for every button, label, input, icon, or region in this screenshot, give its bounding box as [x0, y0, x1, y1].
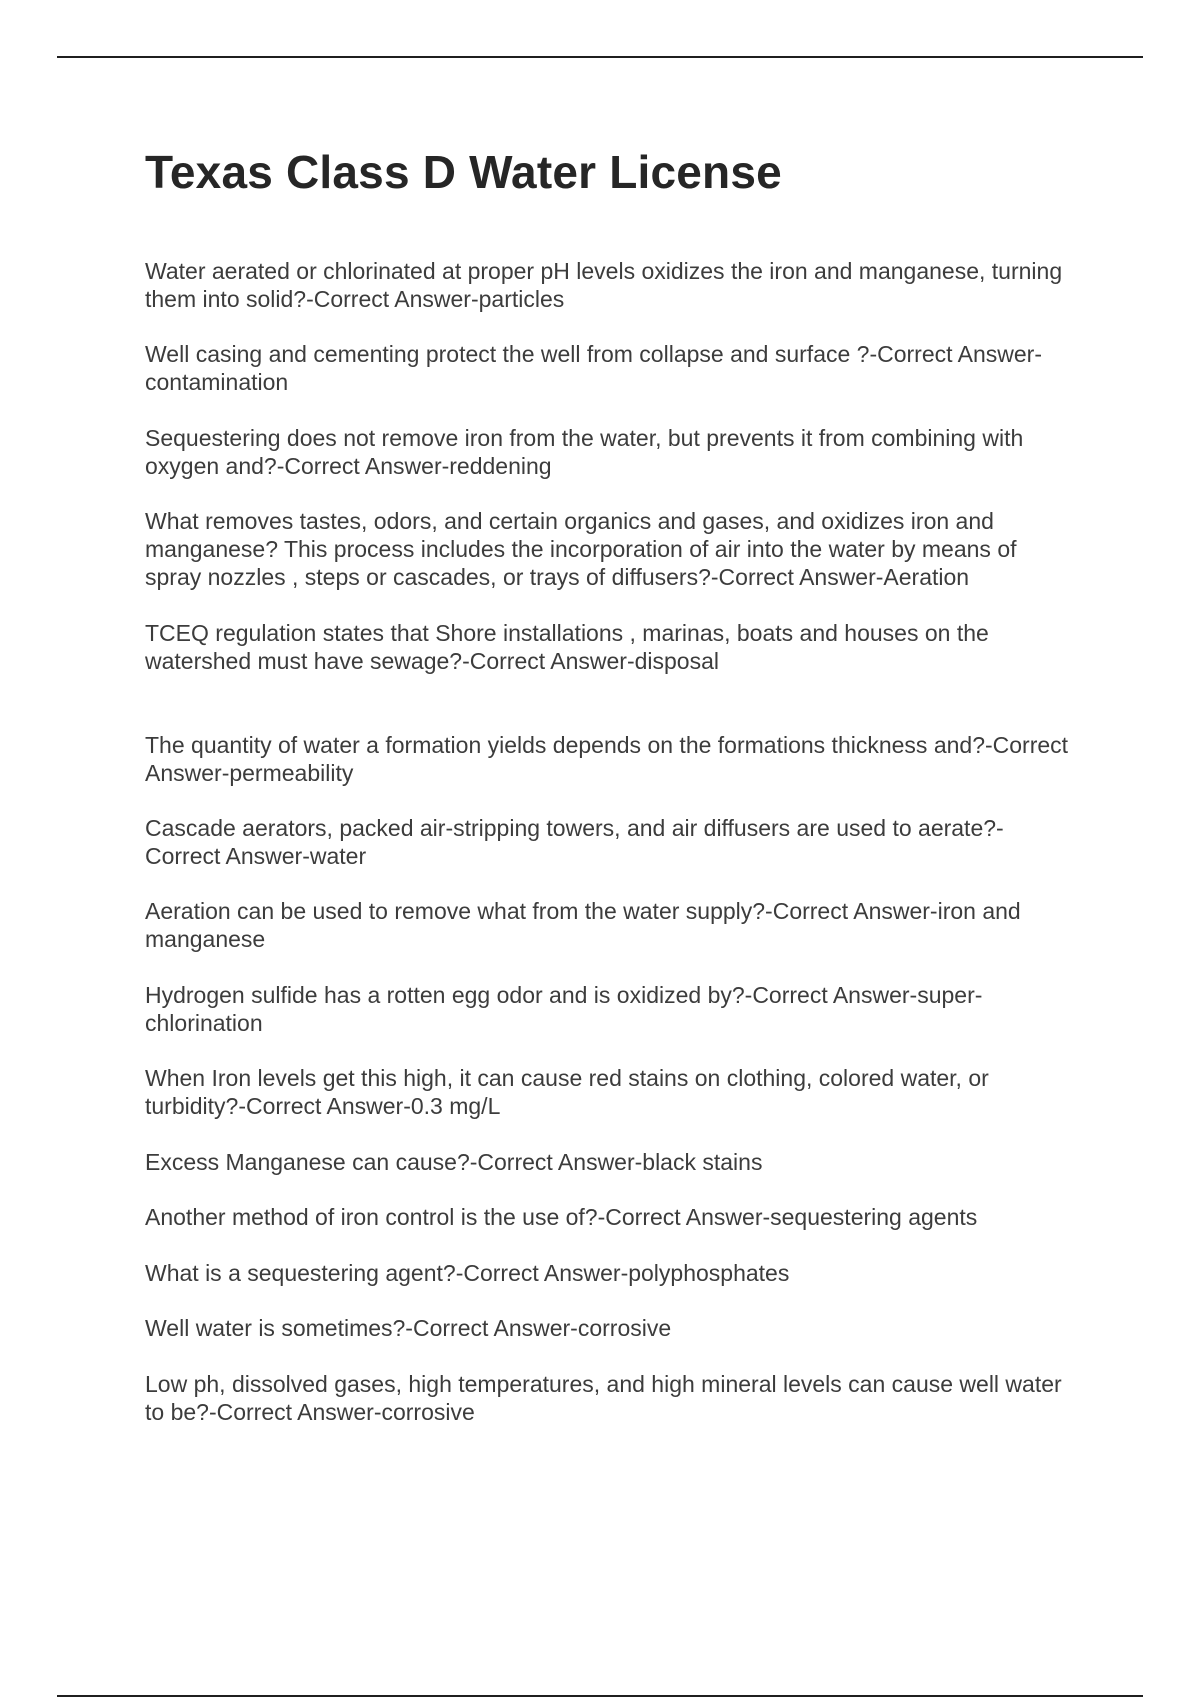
- qa-item-11: Excess Manganese can cause?-Correct Answer-black stains: [145, 1149, 763, 1175]
- qa-item-8: Aeration can be used to remove what from the water supply?-Correct Answer-iron and manganese: [145, 898, 1021, 952]
- qa-item-14: Well water is sometimes?-Correct Answer-corrosive: [145, 1315, 672, 1341]
- qa-item-15: Low ph, dissolved gases, high temperatures, and high mineral levels can cause well water to be?-Correct Answer-corrosive: [145, 1371, 1062, 1425]
- top-divider: [57, 56, 1143, 58]
- qa-item-10: When Iron levels get this high, it can cause red stains on clothing, colored water, or turbidity?-Correct Answer-0.3 mg/L: [145, 1065, 989, 1119]
- qa-item-6: The quantity of water a formation yields depends on the formations thickness and?-Correct Answer-permeability: [145, 732, 1069, 786]
- qa-item-7: Cascade aerators, packed air-stripping towers, and air diffusers are used to aerate?-Correct Answer-water: [145, 815, 1004, 869]
- qa-item-2: Well casing and cementing protect the well from collapse and surface ?-Correct Answer-contamination: [145, 341, 1042, 395]
- qa-item-13: What is a sequestering agent?-Correct Answer-polyphosphates: [145, 1260, 790, 1286]
- qa-item-9: Hydrogen sulfide has a rotten egg odor and is oxidized by?-Correct Answer-super-chlorination: [145, 982, 983, 1036]
- bottom-divider: [57, 1695, 1143, 1697]
- qa-item-3: Sequestering does not remove iron from the water, but prevents it from combining with oxygen and?-Correct Answer-reddening: [145, 425, 1024, 479]
- qa-item-4: What removes tastes, odors, and certain organics and gases, and oxidizes iron and manganese? This process includes the incorporation of air into the water by means of spray nozzles , steps or cascades, or trays of diffusers?-Correct Answer-Aeration: [145, 508, 1017, 590]
- qa-item-5: TCEQ regulation states that Shore installations , marinas, boats and houses on the watershed must have sewage?-Correct Answer-disposal: [145, 620, 989, 674]
- page-title: Texas Class D Water License: [145, 146, 782, 198]
- qa-item-12: Another method of iron control is the use of?-Correct Answer-sequestering agents: [145, 1204, 978, 1230]
- qa-item-1: Water aerated or chlorinated at proper pH levels oxidizes the iron and manganese, turning them into solid?-Correct Answer-particles: [145, 258, 1063, 312]
